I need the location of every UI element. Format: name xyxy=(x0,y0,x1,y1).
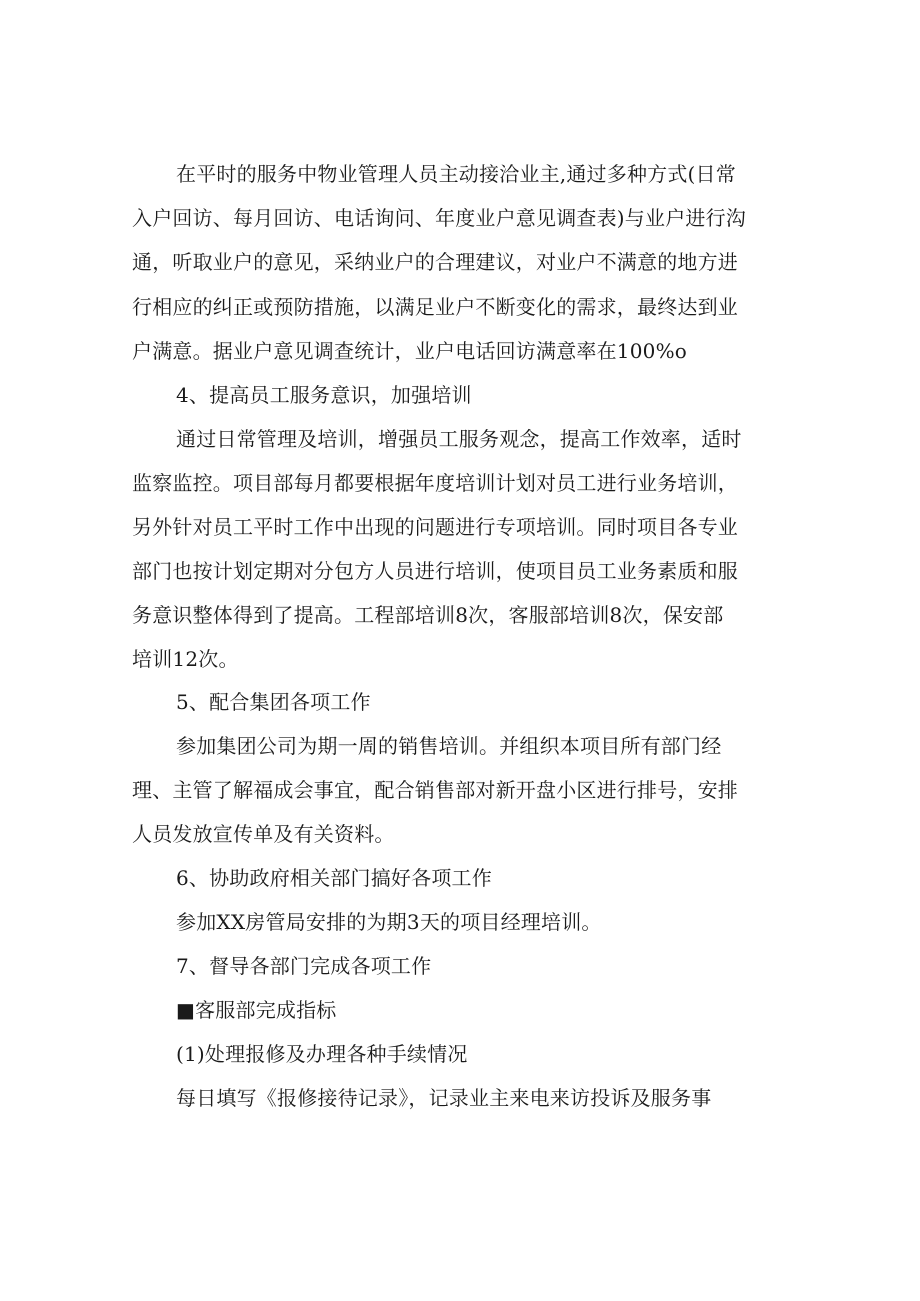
paragraph-line: 行相应的纠正或预防措施，以满足业户不断变化的需求，最终达到业 xyxy=(132,295,738,319)
paragraph-line: 参加集团公司为期一周的销售培训。并组织本项目所有部门经 xyxy=(176,734,722,758)
paragraph-line: 另外针对员工平时工作中出现的问题进行专项培训。同时项目各专业 xyxy=(132,515,738,539)
paragraph-line: 入户回访、每月回访、电话询问、年度业户意见调查表)与业户进行沟 xyxy=(132,206,747,230)
paragraph-line: 人员发放宣传单及有关资料。 xyxy=(132,822,395,846)
paragraph-line: 在平时的服务中物业管理人员主动接洽业主,通过多种方式(日常 xyxy=(176,162,736,186)
paragraph-line: 理、主管了解福成会事宜，配合销售部对新开盘小区进行排号，安排 xyxy=(132,778,738,802)
paragraph-line: 每日填写《报修接待记录》，记录业主来电来访投诉及服务事 xyxy=(176,1086,712,1110)
paragraph-line: 培训12次。 xyxy=(132,647,239,671)
paragraph-line: 参加XX房管局安排的为期3天的项目经理培训。 xyxy=(176,910,602,934)
paragraph-line: 通过日常管理及培训，增强员工服务观念，提高工作效率，适时 xyxy=(176,427,742,451)
section-heading: 4、提高员工服务意识，加强培训 xyxy=(176,383,472,407)
subsection-heading: (1)处理报修及办理各种手续情况 xyxy=(176,1042,468,1066)
section-heading: 7、督导各部门完成各项工作 xyxy=(176,954,432,978)
section-heading: 6、协助政府相关部门搞好各项工作 xyxy=(176,866,492,890)
section-heading: 5、配合集团各项工作 xyxy=(176,690,371,714)
paragraph-line: 务意识整体得到了提高。工程部培训8次，客服部培训8次，保安部 xyxy=(132,603,724,627)
paragraph-line: 部门也按计划定期对分包方人员进行培训，使项目员工业务素质和服 xyxy=(132,559,738,583)
subsection-heading: ■客服部完成指标 xyxy=(176,998,337,1022)
paragraph-line: 户满意。据业户意见调查统计，业户电话回访满意率在100%o xyxy=(132,339,688,363)
paragraph-line: 监察监控。项目部每月都要根据年度培训计划对员工进行业务培训， xyxy=(132,471,738,495)
paragraph-line: 通，听取业户的意见，采纳业户的合理建议，对业户不满意的地方进 xyxy=(132,250,738,274)
